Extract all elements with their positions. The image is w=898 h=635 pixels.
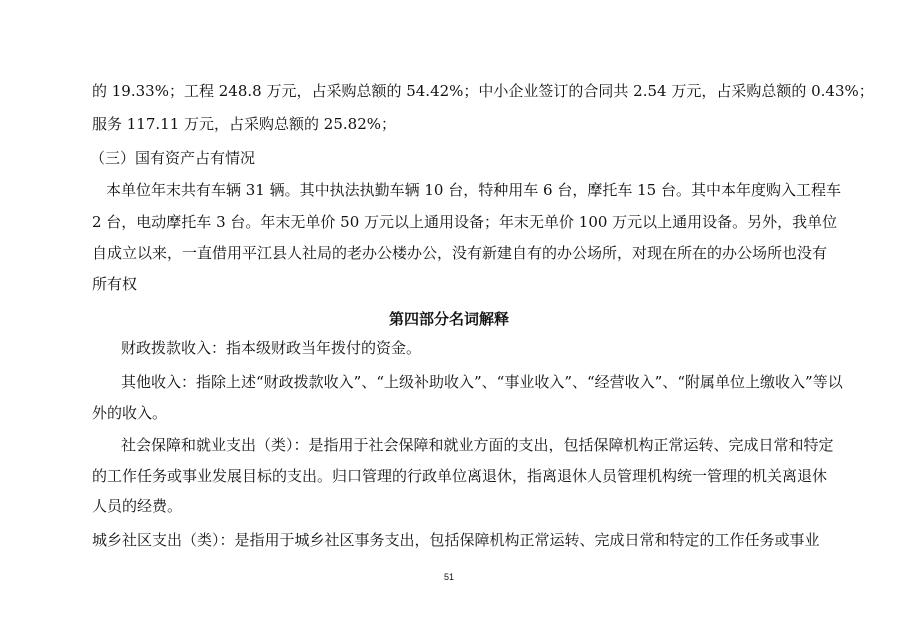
text-line: 的工作任务或事业发展目标的支出。归口管理的行政单位离退休，指离退休人员管理机构统一管理的机关离退休 [92, 467, 828, 485]
text-line: 2 台，电动摩托车 3 台。年末无单价 50 万元以上通用设备；年末无单价 100 万元以上通用设备。另外，我单位 [92, 213, 838, 231]
text-line: 服务 117.11 万元，占采购总额的 25.82%； [92, 115, 396, 133]
text-line: 本单位年末共有车辆 31 辆。其中执法执勤车辆 10 台，特种用车 6 台，摩托车 15 台。其中本年度购入工程车 [106, 181, 841, 199]
page-number: 51 [443, 572, 454, 582]
text-line: 其他收入：指除上述“财政拨款收入”、“上级补助收入”、“事业收入”、“经营收入”、“附属单位上缴收入”等以 [121, 373, 843, 391]
text-line: 所有权 [92, 275, 138, 293]
section-heading: 第四部分名词解释 [388, 310, 509, 328]
text-line: 外的收入。 [92, 404, 168, 422]
text-line: 城乡社区支出（类）：是指用于城乡社区事务支出，包括保障机构正常运转、完成日常和特定的工作任务或事业 [92, 531, 820, 549]
text-line: 社会保障和就业支出（类）：是指用于社会保障和就业方面的支出，包括保障机构正常运转、完成日常和特定 [121, 436, 834, 454]
text-line: 自成立以来，一直借用平江县人社局的老办公楼办公，没有新建自有的办公场所，对现在所在的办公场所也没有 [92, 244, 828, 262]
text-line: 人员的经费。 [92, 497, 183, 515]
text-line: 财政拨款收入：指本级财政当年拨付的资金。 [121, 339, 422, 357]
text-line: 的 19.33%；工程 248.8 万元，占采购总额的 54.42%；中小企业签订的合同共 2.54 万元，占采购总额的 0.43%； [92, 82, 874, 100]
subsection-title: （三）国有资产占有情况 [90, 149, 256, 167]
